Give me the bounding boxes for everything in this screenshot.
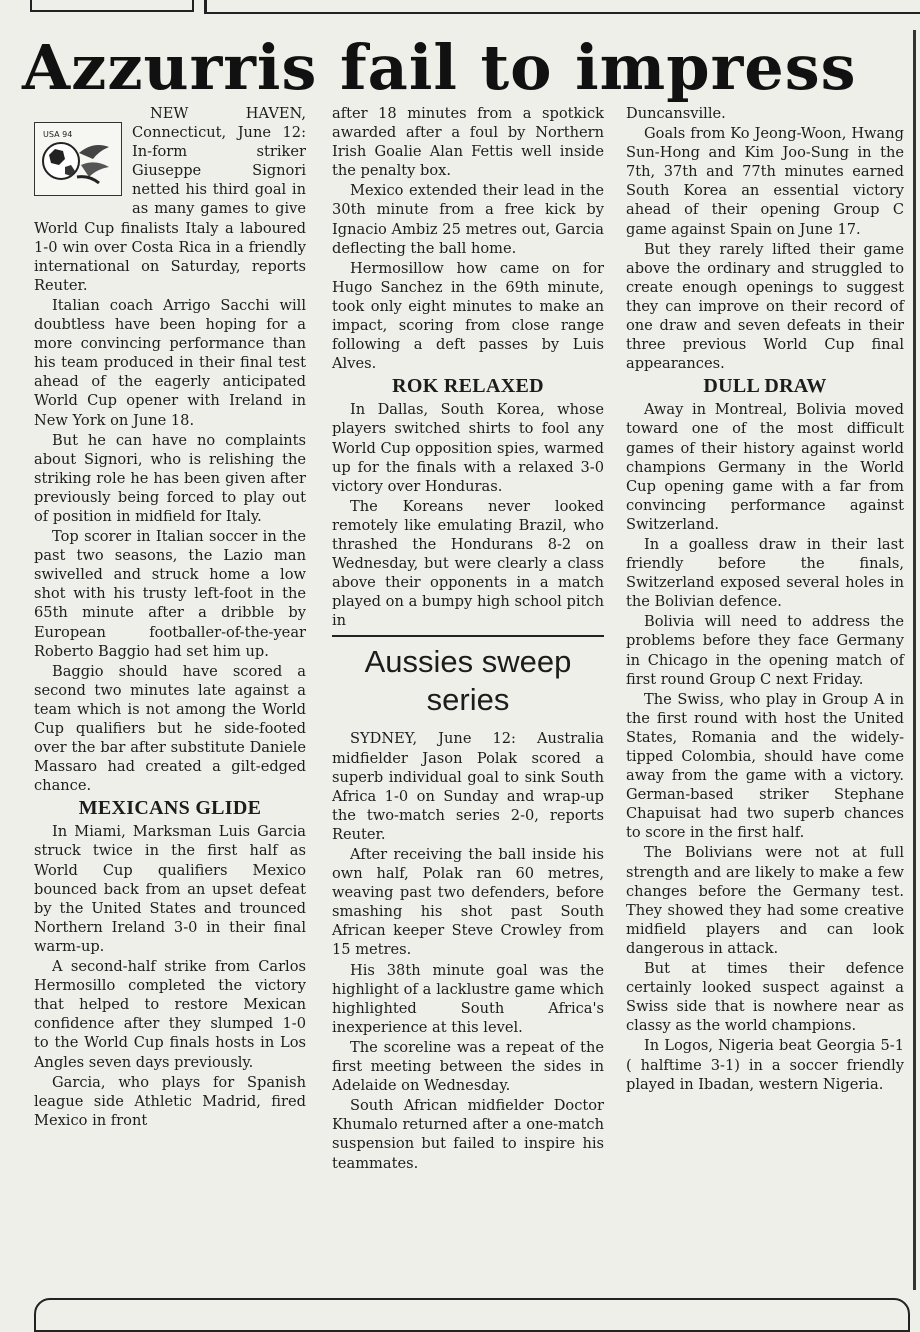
article2-paragraph: His 38th minute goal was the highlight of a lacklustre game which highlighted South Africa's inexperience at this level. [332, 961, 604, 1036]
column-1 [34, 104, 306, 1131]
rok-paragraph: Goals from Ko Jeong-Woon, Hwang Sun-Hong and Kim Joo-Sung in the 7th, 37th and 77th minutes earned South Korea an essential victory ahead of their opening Group C game against Spain on June 17. [626, 125, 904, 238]
rok-paragraph: But they rarely lifted their game above the ordinary and struggled to create enough openings to suggest they can improve on their record of one draw and seven defeats in their three previous World Cup final appearances. [626, 240, 904, 373]
dull-paragraph: Away in Montreal, Bolivia moved toward one of the most difficult games of their history against world champions Germany in the World Cup opening game with a far from convincing performance against Switzerland. [626, 401, 904, 533]
mexicans-paragraph: A second-half strike from Carlos Hermosillo completed the victory that helped to restore Mexican confidence after they slumped 1-0 to the World Cup finals hosts in Los Angles seven days previously. [34, 958, 306, 1071]
top-left-frame [30, 0, 194, 12]
mexicans-paragraph: after 18 minutes from a spotkick awarded after a foul by Northern Irish Goalie Alan Fettis well inside the penalty box. [332, 105, 604, 180]
subhead-rok: ROK RELAXED [392, 375, 544, 398]
dull-paragraph: The Swiss, who play in Group A in the first round with host the United States, Romania and the widely-tipped Colombia, should have come away from the game with a victory. German-based striker Stephane Chapuisat had two superb chances to score in the first half. [626, 690, 904, 842]
dull-paragraph: Bolivia will need to address the problems before they face Germany in Chicago in the opening match of first round Group C next Friday. [626, 613, 904, 688]
article1-paragraph: Top scorer in Italian soccer in the past two seasons, the Lazio man swivelled and struck home a low shot with his trusty left-foot in the 65th minute after a dribble by European footballer-of-the-year Roberto Baggio had set him up. [34, 528, 306, 660]
column-2 [332, 104, 604, 1174]
page-headline: Azzurris fail to impress [22, 31, 857, 104]
column-3 [626, 104, 904, 1095]
bottom-frame [34, 1298, 910, 1332]
mexicans-paragraph: Mexico extended their lead in the 30th minute from a free kick by Ignacio Ambiz 25 metres out, Garcia deflecting the ball home. [332, 182, 604, 257]
article2-paragraph: SYDNEY, June 12: Australia midfielder Jason Polak scored a superb individual goal to sink South Africa 1-0 on Sunday and wrap-up the two-match series 2-0, reports Reuter. [332, 730, 604, 843]
article2-paragraph: South African midfielder Doctor Khumalo returned after a one-match suspension but failed to inspire his teammates. [332, 1097, 604, 1172]
article-divider [332, 635, 604, 637]
subhead-dull-draw: DULL DRAW [703, 375, 827, 398]
mexicans-paragraph: In Miami, Marksman Luis Garcia struck twice in the first half as World Cup qualifiers Mexico bounced back from an upset defeat by the United States and trounced Northern Ireland 3-0 in their final warm-up. [34, 823, 306, 955]
right-column-rule [913, 30, 916, 1290]
article2-headline: Aussies sweep series [364, 644, 572, 718]
article1-paragraph: Baggio should have scored a second two minutes late against a team which is not among the World Cup qualifiers but he side-footed over the bar after substitute Daniele Massaro had created a gilt-edged chance. [34, 662, 306, 795]
subhead-mexicans: MEXICANS GLIDE [78, 797, 262, 820]
rok-paragraph: Duncansville. [626, 105, 726, 122]
article1-paragraph: NEW HAVEN, Connecticut, June 12: In-form striker Giuseppe Signori netted his third goal in as many games to give World Cup finalists Italy a laboured 1-0 win over Costa Rica in a friendly international on Saturday, reports Reuter. [34, 105, 306, 294]
mexicans-paragraph: Garcia, who plays for Spanish league side Athletic Madrid, fired Mexico in front [34, 1073, 306, 1129]
rok-paragraph: The Koreans never looked remotely like emulating Brazil, who thrashed the Hondurans 8-2 on Wednesday, but were clearly a class above their opponents in a match played on a bumpy high school pitch in [332, 497, 604, 630]
top-border [0, 0, 920, 14]
dull-paragraph: In Logos, Nigeria beat Georgia 5-1 ( halftime 3-1) in a soccer friendly played in Ibadan, western Nigeria. [626, 1037, 904, 1093]
dull-paragraph: In a goalless draw in their last friendly before the finals, Switzerland exposed several holes in the Bolivian defence. [626, 535, 904, 611]
article1-paragraph: But he can have no complaints about Signori, who is relishing the striking role he has been given after previously being forced to play out of position in midfield for Italy. [34, 431, 306, 525]
svg-text:USA 94: USA 94 [43, 130, 73, 139]
article2-paragraph: After receiving the ball inside his own half, Polak ran 60 metres, weaving past two defenders, before smashing his shot past South African keeper Steve Crowley from 15 metres. [332, 846, 604, 959]
dull-paragraph: But at times their defence certainly looked suspect against a Swiss side that is nowhere near as classy as the world champions. [626, 960, 904, 1035]
world-cup-94-logo-icon [34, 122, 122, 196]
article1-paragraph: Italian coach Arrigo Sacchi will doubtless have been hoping for a more convincing performance than his team produced in their final test ahead of the eagerly anticipated World Cup opener with Ireland in New York on June 18. [34, 296, 306, 429]
top-rule [207, 12, 920, 14]
mexicans-paragraph: Hermosillow how came on for Hugo Sanchez in the 69th minute, took only eight minutes to make an impact, scoring from close range following a deft passes by Luis Alves. [332, 259, 604, 373]
article2-paragraph: The scoreline was a repeat of the first meeting between the sides in Adelaide on Wednesday. [332, 1038, 604, 1095]
rok-paragraph: In Dallas, South Korea, whose players switched shirts to fool any World Cup opposition spies, warmed up for the finals with a relaxed 3-0 victory over Honduras. [332, 401, 604, 495]
dull-paragraph: The Bolivians were not at full strength and are likely to make a few changes before the Germany test. They showed they had some creative midfield players and can look dangerous in attack. [626, 844, 904, 957]
